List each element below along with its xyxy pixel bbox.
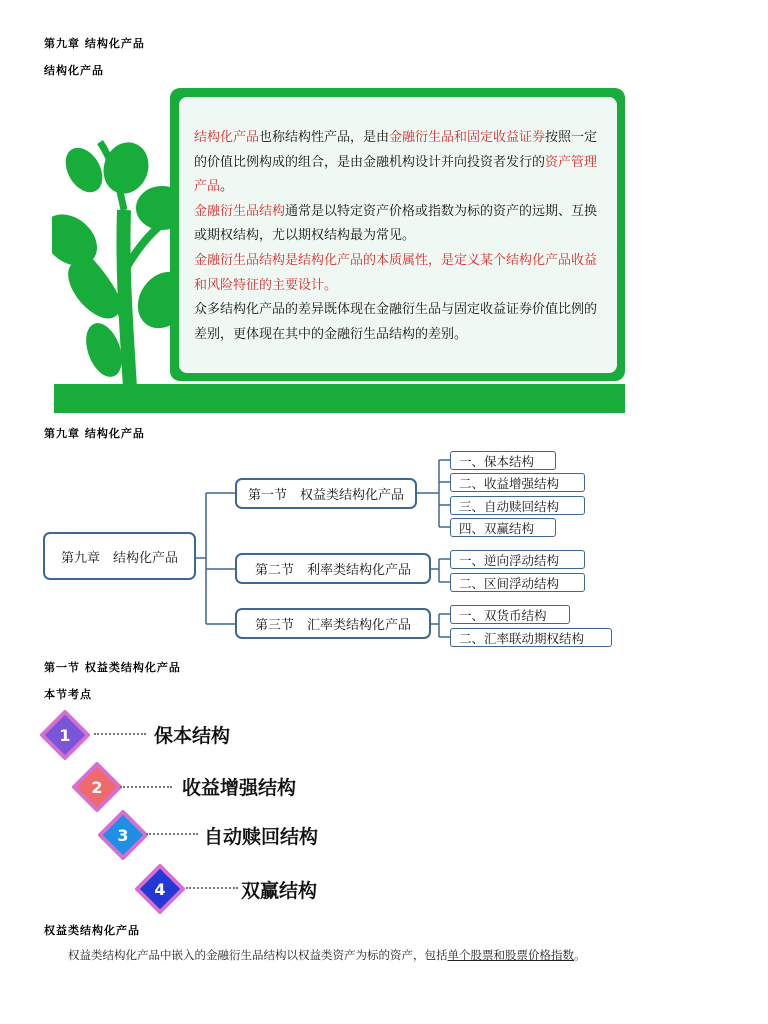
intro-text-span: 按照一定的价值比例构成的组合，是由金融机构设计并向投资者发行的 — [194, 130, 598, 170]
body-text-suffix: 。 — [574, 948, 586, 962]
term-structured-product: 结构化产品 — [194, 130, 260, 145]
keypoint-label-1: 保本结构 — [154, 725, 231, 747]
keypoint-number-4: 4 — [154, 879, 166, 899]
intro-text — [194, 126, 606, 347]
chapter-heading: 第九章 结构化产品 — [44, 37, 145, 50]
keypoint-number-2: 2 — [91, 777, 103, 797]
keypoint-label-2: 收益增强结构 — [182, 777, 297, 799]
body-text-underlined: 单个股票和股票价格指数 — [447, 948, 574, 962]
mindmap-item: 一、双货币结构 — [450, 605, 570, 624]
body-text-prefix: 权益类结构化产品中嵌入的金融衍生品结构以权益类资产为标的资产，包括 — [68, 948, 448, 962]
term-asset-management: 资产管理产品 — [194, 154, 598, 195]
intro-paragraph-4: 众多结构化产品的差异既体现在金融衍生品与固定收益证券价值比例的差别，更体现在其中的金融衍生品结构的差别。 — [194, 302, 598, 342]
mindmap-item: 一、保本结构 — [450, 451, 556, 470]
mindmap-item: 二、汇率联动期权结构 — [450, 628, 612, 647]
keypoint-leader-4 — [186, 887, 238, 889]
keypoint-leader-2 — [120, 786, 172, 788]
equity-products-paragraph — [68, 947, 586, 963]
keypoint-leader-1 — [94, 733, 146, 735]
intro-paragraph-3: 金融衍生品结构是结构化产品的本质属性，是定义某个结构化产品收益和风险特征的主要设计。 — [194, 252, 598, 293]
keypoint-label-4: 双赢结构 — [241, 880, 318, 902]
mindmap-item: 二、收益增强结构 — [450, 473, 585, 492]
equity-products-heading: 权益类结构化产品 — [44, 924, 140, 937]
mindmap-item: 三、自动赎回结构 — [450, 496, 585, 515]
keypoint-label-3: 自动赎回结构 — [204, 826, 319, 848]
intro-text-span: 。 — [220, 179, 234, 195]
mindmap-section-2: 第二节 利率类结构化产品 — [235, 553, 431, 584]
mindmap-item: 二、区间浮动结构 — [450, 573, 585, 592]
intro-text-span: 通常是以特定资产价格或指数为标的资产的远期、互换或期权结构，尤以期权结构最为常见。 — [194, 203, 598, 244]
ground-bar — [54, 384, 625, 413]
section-1-heading: 第一节 权益类结构化产品 — [44, 661, 181, 674]
mindmap-heading: 第九章 结构化产品 — [44, 427, 145, 440]
mindmap-section-1: 第一节 权益类结构化产品 — [235, 478, 417, 509]
intro-text-span: 也称结构性产品，是由 — [259, 130, 390, 145]
intro-paragraph-2 — [194, 200, 606, 249]
mindmap-root: 第九章 结构化产品 — [43, 532, 196, 580]
keypoint-number-3: 3 — [117, 825, 129, 845]
term-derivative-structure: 金融衍生品结构 — [194, 203, 286, 219]
mindmap-section-3: 第三节 汇率类结构化产品 — [235, 608, 431, 639]
mindmap-item: 四、双赢结构 — [450, 518, 556, 537]
mindmap-item: 一、逆向浮动结构 — [450, 550, 585, 569]
key-points-heading: 本节考点 — [44, 688, 92, 701]
intro-paragraph-1 — [194, 126, 606, 200]
section-heading: 结构化产品 — [44, 64, 104, 77]
keypoint-number-1: 1 — [59, 725, 71, 745]
keypoint-leader-3 — [146, 833, 198, 835]
term-derivatives-fixed-income: 金融衍生品和固定收益证券 — [389, 130, 546, 145]
